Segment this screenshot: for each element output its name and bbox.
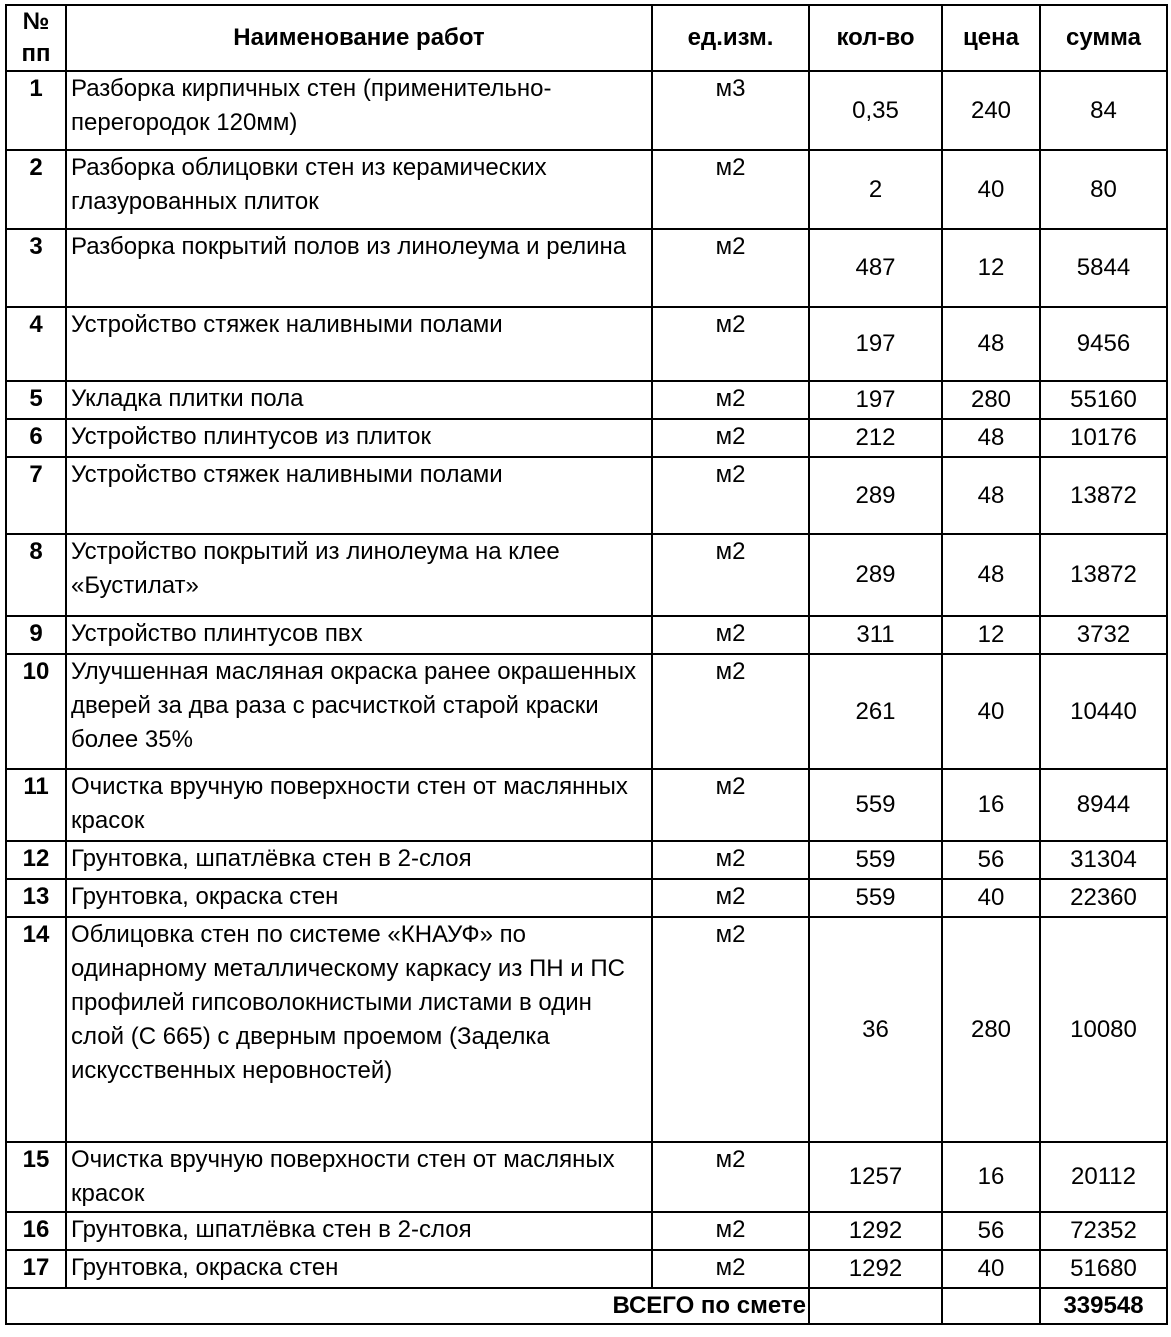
total-value: 339548 xyxy=(1040,1288,1167,1324)
quantity: 1292 xyxy=(809,1212,942,1250)
unit: м2 xyxy=(652,616,809,654)
unit: м3 xyxy=(652,71,809,150)
sum: 22360 xyxy=(1040,879,1167,917)
sum: 80 xyxy=(1040,150,1167,229)
header-unit: ед.изм. xyxy=(652,5,809,71)
sum: 13872 xyxy=(1040,534,1167,616)
quantity: 289 xyxy=(809,534,942,616)
row-num: 3 xyxy=(6,229,66,307)
work-name: Разборка покрытий полов из линолеума и релина xyxy=(66,229,652,307)
row-num: 16 xyxy=(6,1212,66,1250)
sum: 51680 xyxy=(1040,1250,1167,1288)
price: 16 xyxy=(942,769,1040,841)
sum: 9456 xyxy=(1040,307,1167,381)
price: 240 xyxy=(942,71,1040,150)
row-num: 8 xyxy=(6,534,66,616)
header-row xyxy=(6,5,1167,71)
table-row xyxy=(6,1212,1167,1250)
work-name: Устройство плинтусов пвх xyxy=(66,616,652,654)
total-row xyxy=(6,1288,1167,1324)
row-num: 12 xyxy=(6,841,66,879)
sum: 3732 xyxy=(1040,616,1167,654)
work-name: Устройство покрытий из линолеума на клее «Бустилат» xyxy=(66,534,652,616)
price: 12 xyxy=(942,616,1040,654)
work-name: Улучшенная масляная окраска ранее окрашенных дверей за два раза с расчисткой старой краски более 35% xyxy=(66,654,652,769)
row-num: 5 xyxy=(6,381,66,419)
sum: 10440 xyxy=(1040,654,1167,769)
row-num: 9 xyxy=(6,616,66,654)
quantity: 36 xyxy=(809,917,942,1142)
price: 12 xyxy=(942,229,1040,307)
unit: м2 xyxy=(652,307,809,381)
table-row xyxy=(6,1250,1167,1288)
table-row xyxy=(6,419,1167,457)
header-name: Наименование работ xyxy=(66,5,652,71)
sum: 10080 xyxy=(1040,917,1167,1142)
unit: м2 xyxy=(652,381,809,419)
table-row xyxy=(6,381,1167,419)
table-row xyxy=(6,769,1167,841)
work-name: Разборка кирпичных стен (применительно-перегородок 120мм) xyxy=(66,71,652,150)
unit: м2 xyxy=(652,917,809,1142)
unit: м2 xyxy=(652,457,809,534)
work-name: Грунтовка, окраска стен xyxy=(66,1250,652,1288)
quantity: 1257 xyxy=(809,1142,942,1212)
header-price: цена xyxy=(942,5,1040,71)
unit: м2 xyxy=(652,769,809,841)
row-num: 4 xyxy=(6,307,66,381)
work-name: Очистка вручную поверхности стен от масляных красок xyxy=(66,1142,652,1212)
quantity: 261 xyxy=(809,654,942,769)
price: 16 xyxy=(942,1142,1040,1212)
price: 280 xyxy=(942,917,1040,1142)
work-name: Укладка плитки пола xyxy=(66,381,652,419)
table-row xyxy=(6,1142,1167,1212)
sum: 84 xyxy=(1040,71,1167,150)
row-num: 13 xyxy=(6,879,66,917)
total-qty-empty xyxy=(809,1288,942,1324)
quantity: 559 xyxy=(809,879,942,917)
sum: 10176 xyxy=(1040,419,1167,457)
unit: м2 xyxy=(652,534,809,616)
table-row xyxy=(6,616,1167,654)
price: 40 xyxy=(942,150,1040,229)
header-qty: кол-во xyxy=(809,5,942,71)
estimate-table xyxy=(5,4,1168,1325)
row-num: 11 xyxy=(6,769,66,841)
unit: м2 xyxy=(652,229,809,307)
quantity: 311 xyxy=(809,616,942,654)
table-row xyxy=(6,879,1167,917)
price: 56 xyxy=(942,1212,1040,1250)
price: 48 xyxy=(942,419,1040,457)
header-num: № пп xyxy=(6,5,66,71)
table-row xyxy=(6,917,1167,1142)
unit: м2 xyxy=(652,841,809,879)
table-row xyxy=(6,229,1167,307)
header-sum: сумма xyxy=(1040,5,1167,71)
sum: 31304 xyxy=(1040,841,1167,879)
price: 56 xyxy=(942,841,1040,879)
total-price-empty xyxy=(942,1288,1040,1324)
unit: м2 xyxy=(652,879,809,917)
quantity: 487 xyxy=(809,229,942,307)
sum: 20112 xyxy=(1040,1142,1167,1212)
table-row xyxy=(6,654,1167,769)
row-num: 17 xyxy=(6,1250,66,1288)
price: 40 xyxy=(942,654,1040,769)
price: 280 xyxy=(942,381,1040,419)
quantity: 2 xyxy=(809,150,942,229)
row-num: 15 xyxy=(6,1142,66,1212)
quantity: 0,35 xyxy=(809,71,942,150)
unit: м2 xyxy=(652,654,809,769)
work-name: Очистка вручную поверхности стен от маслянных красок xyxy=(66,769,652,841)
unit: м2 xyxy=(652,1212,809,1250)
quantity: 1292 xyxy=(809,1250,942,1288)
price: 48 xyxy=(942,534,1040,616)
total-label: ВСЕГО по смете xyxy=(6,1288,809,1324)
work-name: Облицовка стен по системе «КНАУФ» по одинарному металлическому каркасу из ПН и ПС профилей гипсоволокнистыми листами в один слой (С 665) с дверным проемом (Заделка искусственных неровностей) xyxy=(66,917,652,1142)
row-num: 1 xyxy=(6,71,66,150)
unit: м2 xyxy=(652,150,809,229)
sum: 8944 xyxy=(1040,769,1167,841)
work-name: Разборка облицовки стен из керамических глазурованных плиток xyxy=(66,150,652,229)
quantity: 197 xyxy=(809,381,942,419)
work-name: Грунтовка, шпатлёвка стен в 2-слоя xyxy=(66,841,652,879)
sum: 13872 xyxy=(1040,457,1167,534)
work-name: Грунтовка, окраска стен xyxy=(66,879,652,917)
unit: м2 xyxy=(652,419,809,457)
row-num: 7 xyxy=(6,457,66,534)
row-num: 14 xyxy=(6,917,66,1142)
table-row xyxy=(6,841,1167,879)
price: 48 xyxy=(942,307,1040,381)
quantity: 212 xyxy=(809,419,942,457)
table-row xyxy=(6,307,1167,381)
price: 48 xyxy=(942,457,1040,534)
table-row xyxy=(6,150,1167,229)
quantity: 559 xyxy=(809,841,942,879)
unit: м2 xyxy=(652,1250,809,1288)
work-name: Устройство стяжек наливными полами xyxy=(66,307,652,381)
row-num: 6 xyxy=(6,419,66,457)
table-row xyxy=(6,534,1167,616)
quantity: 289 xyxy=(809,457,942,534)
table-row xyxy=(6,71,1167,150)
sum: 5844 xyxy=(1040,229,1167,307)
price: 40 xyxy=(942,1250,1040,1288)
work-name: Устройство стяжек наливными полами xyxy=(66,457,652,534)
quantity: 559 xyxy=(809,769,942,841)
table-row xyxy=(6,457,1167,534)
quantity: 197 xyxy=(809,307,942,381)
sum: 55160 xyxy=(1040,381,1167,419)
row-num: 10 xyxy=(6,654,66,769)
sum: 72352 xyxy=(1040,1212,1167,1250)
row-num: 2 xyxy=(6,150,66,229)
price: 40 xyxy=(942,879,1040,917)
work-name: Грунтовка, шпатлёвка стен в 2-слоя xyxy=(66,1212,652,1250)
work-name: Устройство плинтусов из плиток xyxy=(66,419,652,457)
unit: м2 xyxy=(652,1142,809,1212)
